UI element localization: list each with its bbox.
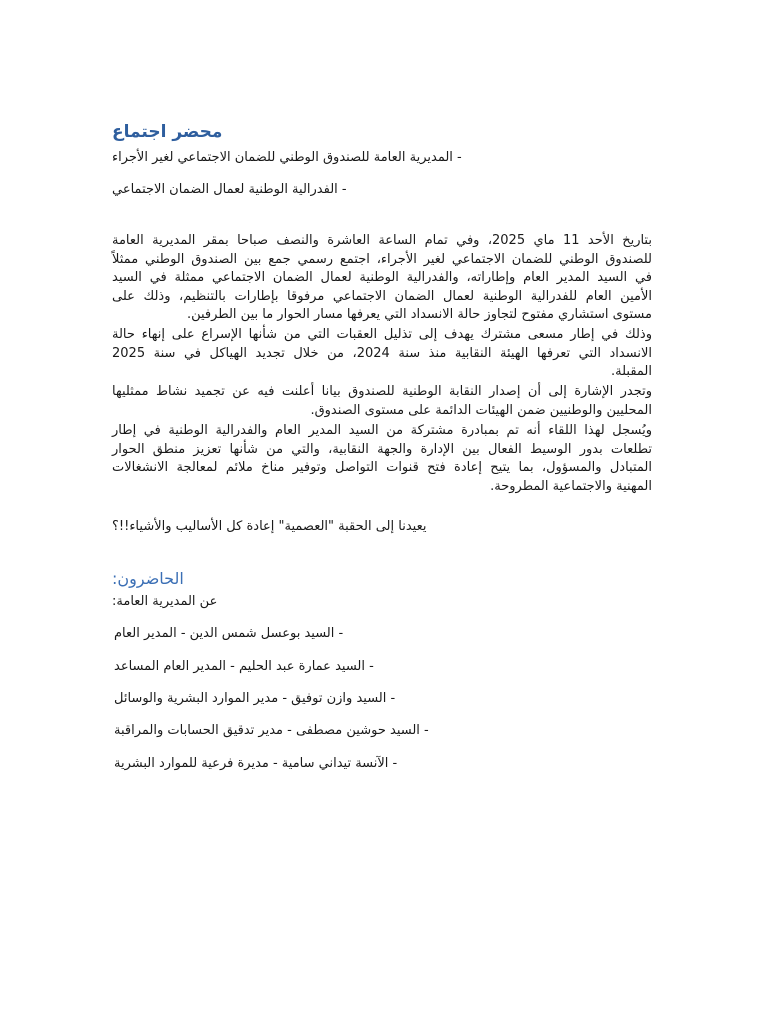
paragraph-initiative — [112, 422, 652, 496]
paragraph-line: بتاريخ الأحد 11 ماي 2025، وفي تمام الساعة العاشرة والنصف صباحا بمقر المديرية العامة — [112, 233, 652, 248]
attendee-item: - الآنسة تيداني سامية - مديرة فرعية للموارد البشرية — [114, 756, 398, 771]
paragraph-line: المتبادل والمسؤول، بما يتيح إعادة فتح قنوات التواصل وتوفير مناخ ملائم لمعالجة الانشغالات — [112, 460, 652, 475]
attendees-from: عن المديرية العامة: — [112, 594, 218, 609]
attendee-item: - السيد عمارة عبد الحليم - المدير العام المساعد — [114, 659, 374, 674]
paragraph-line: للصندوق الوطني للضمان الاجتماعي لغير الأجراء، اجتمع رسمي جمع بين الصندوق الوطني ممثلاً — [112, 251, 652, 267]
attendee-item: - السيد حوشين مصطفى - مدير تدقيق الحسابات والمراقبة — [114, 723, 429, 738]
paragraph-note — [112, 383, 652, 420]
paragraph-line: المهنية والاجتماعية المطروحة. — [490, 478, 652, 494]
paragraph-line: ويُسجل لهذا اللقاء أنه تم بمبادرة مشتركة من السيد المدير العام والفدرالية الوطنية في إطار — [112, 423, 652, 438]
attendees-heading: الحاضرون: — [112, 569, 184, 588]
paragraph-line: وذلك في إطار مسعى مشترك يهدف إلى تذليل العقبات التي من شأنها الإسراع على إنهاء حالة — [112, 327, 652, 342]
paragraph-line: في السيد المدير العام وإطاراته، والفدرالية الوطنية لعمال الضمان الاجتماعي ممثلة في السيد — [112, 270, 652, 285]
attendee-item: - السيد بوعسل شمس الدين - المدير العام — [114, 626, 344, 641]
paragraph-line: مستوى استشاري مفتوح لتجاوز حالة الانسداد التي يعرفها مسار الحوار ما بين الطرفين. — [186, 307, 652, 322]
paragraph-line: تطلعات بدور الوسيط الفعال بين الإدارة والجهة النقابية، والتي من شأنها تعزيز منطق الحوار — [112, 441, 652, 457]
party-line-1: - المديرية العامة للصندوق الوطني للضمان الاجتماعي لغير الأجراء — [112, 150, 462, 165]
question-line: يعيدنا إلى الحقبة "العصمية" إعادة كل الأساليب والأشياء!!؟ — [112, 519, 427, 534]
paragraph-purpose — [112, 326, 652, 382]
party-line-2: - الفدرالية الوطنية لعمال الضمان الاجتماعي — [112, 182, 347, 197]
paragraph-line: المحليين والوطنيين ضمن الهيئات الدائمة على مستوى الصندوق. — [310, 402, 652, 418]
document-page — [112, 0, 652, 1024]
attendee-item: - السيد وازن توفيق - مدير الموارد البشرية والوسائل — [114, 691, 396, 706]
paragraph-intro — [112, 232, 652, 325]
paragraph-line: المقبلة. — [611, 364, 652, 379]
document-title: محضر اجتماع — [112, 122, 223, 142]
paragraph-line: وتجدر الإشارة إلى أن إصدار النقابة الوطنية للصندوق بيانا أعلنت فيه عن تجميد نشاط ممثليها — [112, 384, 652, 399]
paragraph-line: الأمين العام للفدرالية الوطنية لعمال الضمان الاجتماعي مرفوقا بإطارات بالتنظيم، وذلك على — [112, 288, 652, 304]
paragraph-line: الانسداد التي تعرفها الهيئة النقابية منذ سنة 2024، من خلال تجديد الهياكل في سنة 2025 — [112, 345, 652, 361]
